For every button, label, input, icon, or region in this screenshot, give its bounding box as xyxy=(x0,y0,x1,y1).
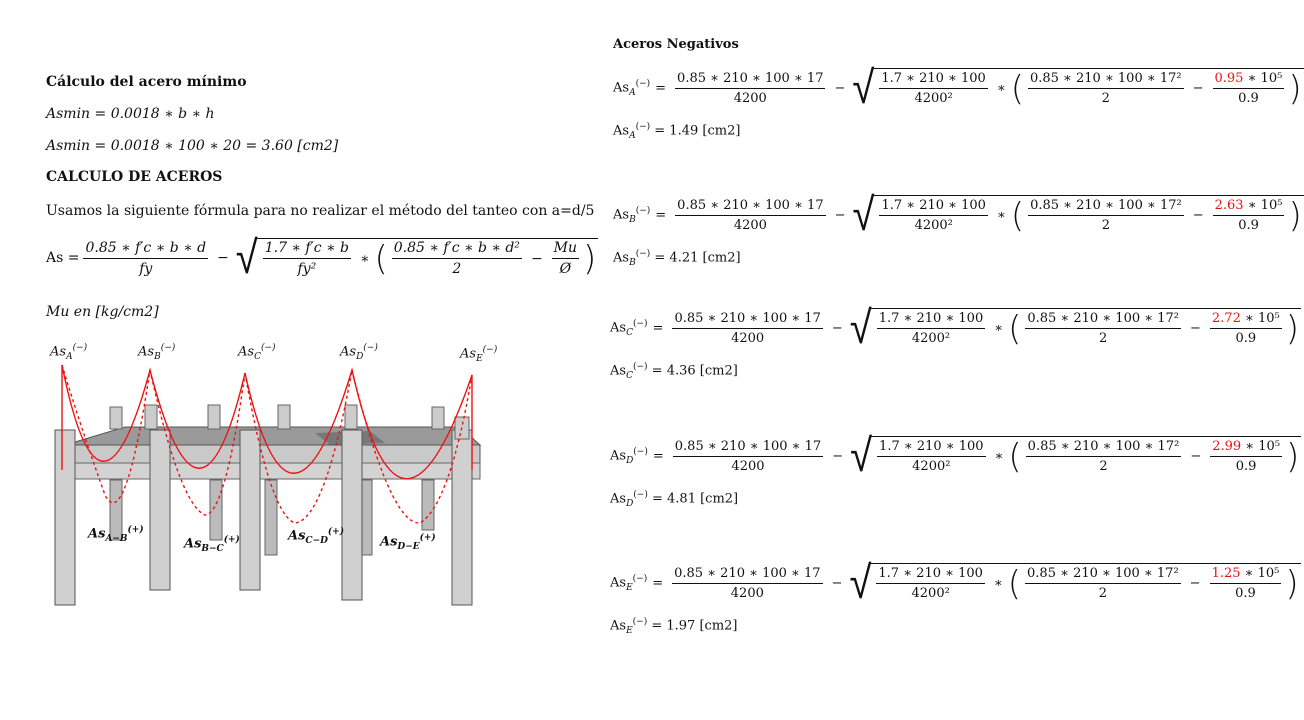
column-rear xyxy=(422,480,434,530)
as-symbol: $As_B^{(-)}$ xyxy=(613,205,651,225)
negative-steel-equation: $As_B^{(-)}$ = $\frac{0.85 ∗ 210 ∗ 100 ∗ 17}{4200}$ − √ $\frac{1.7 ∗ 210 ∗ 100}{\text{4200²}}$ ∗ ( $\frac{\text{0.85 ∗ 210 ∗ 100 ∗ 17²}}{2}$ − $\frac{\text{2.63 ∗ 10⁵}}{0.9}$ ) xyxy=(613,188,1302,242)
structure-illustration xyxy=(40,335,510,615)
result-value: = 1.49 [cm2] xyxy=(654,123,741,139)
frac1-den: 4200 xyxy=(733,90,767,106)
equation-asmin-formula: Asmin = 0.0018 ∗ b ∗ h xyxy=(46,106,215,122)
frac2-den: 4200² xyxy=(912,459,951,474)
column-stub xyxy=(345,405,357,429)
frac4-den: 0.9 xyxy=(1235,459,1257,474)
structure-figure xyxy=(40,335,510,615)
heading-minimum-steel: Cálculo del acero mínimo xyxy=(46,74,247,90)
label-as-ab-pos: $As_{A-B}^{(+)}$ xyxy=(88,525,144,544)
negative-steel-row-a xyxy=(613,61,1304,141)
negative-steel-result: $As_E^{(-)} = 1.97$ [cm2] xyxy=(610,617,738,636)
frac2-num: 1.7 ∗ 210 ∗ 100 xyxy=(877,439,986,457)
negative-steel-equation: $As_D^{(-)}$ = $\frac{0.85 ∗ 210 ∗ 100 ∗ 17}{4200}$ − √ $\frac{1.7 ∗ 210 ∗ 100}{\text{4200²}}$ ∗ ( $\frac{\text{0.85 ∗ 210 ∗ 100 ∗ 17²}}{2}$ − $\frac{\text{2.99 ∗ 10⁵}}{0.9}$ ) xyxy=(610,429,1300,483)
label-as-c-neg: $As_C^{(-)}$ xyxy=(238,343,276,362)
negative-steel-equation: $As_C^{(-)}$ = $\frac{0.85 ∗ 210 ∗ 100 ∗ 17}{4200}$ − √ $\frac{1.7 ∗ 210 ∗ 100}{\text{4200²}}$ ∗ ( $\frac{\text{0.85 ∗ 210 ∗ 100 ∗ 17²}}{2}$ − $\frac{\text{2.72 ∗ 10⁵}}{0.9}$ ) xyxy=(610,301,1299,355)
frac1-den: 4200 xyxy=(733,217,767,233)
frac1-num: 0.85 ∗ 210 ∗ 100 ∗ 17 xyxy=(675,198,825,216)
frac2-num: 1.7 ∗ 210 ∗ 100 xyxy=(876,566,985,584)
as-sub: D xyxy=(626,455,634,466)
column-b xyxy=(150,430,170,590)
negative-steel-result: $As_A^{(-)} = 1.49$ [cm2] xyxy=(613,122,741,141)
as-sub: E xyxy=(626,582,633,593)
column-rear xyxy=(210,480,222,540)
as-symbol: $As_A^{(-)}$ xyxy=(613,78,651,98)
as-symbol: $As_E^{(-)}$ xyxy=(610,573,648,593)
as-symbol: $As_D^{(-)}$ xyxy=(610,446,648,466)
column-stub xyxy=(110,407,122,429)
slab-front-edge xyxy=(65,445,480,463)
negative-steel-result: $As_C^{(-)} = 4.36$ [cm2] xyxy=(610,362,738,381)
frac3-den: 2 xyxy=(1099,331,1108,346)
frac4-num-tail: ∗ 10⁵ xyxy=(1240,566,1280,581)
as-sub: A xyxy=(629,130,636,141)
frac2-num: 1.7 ∗ 210 ∗ 100 xyxy=(879,198,988,216)
frac2-den: 4200² xyxy=(914,91,953,106)
negative-steel-row-d xyxy=(610,429,1301,509)
frac1-num: 0.85 ∗ 210 ∗ 100 ∗ 17 xyxy=(672,311,822,329)
as-sub: C xyxy=(626,370,633,381)
frac3-num: 0.85 ∗ 210 ∗ 100 ∗ 17² xyxy=(1026,439,1182,457)
frac2-num: 1.7 ∗ 210 ∗ 100 xyxy=(877,311,986,329)
frac1-num: 0.85 ∗ 210 ∗ 100 ∗ 17 xyxy=(675,71,825,89)
mu-value: 2.99 xyxy=(1212,439,1242,454)
formula-frac3-den: 2 xyxy=(452,261,462,277)
negative-steel-row-e xyxy=(610,556,1301,636)
label-as-de-pos: $As_{D-E}^{(+)}$ xyxy=(380,533,436,552)
column-d xyxy=(342,430,362,600)
formula-sqrt: √ $\frac{1.7 ∗ f'c ∗ b}{\text{fy²}}$ ∗ ( $\frac{\text{0.85 ∗ f′c ∗ b ∗ d²}}{2}$ − $\frac{Mu}{Ø}$ ) xyxy=(235,231,597,285)
frac3-den: 2 xyxy=(1101,91,1110,106)
label-as-b-neg: $As_B^{(-)}$ xyxy=(138,343,176,362)
mu-value: 2.63 xyxy=(1214,198,1244,213)
result-value: = 4.81 [cm2] xyxy=(652,491,739,507)
negative-steel-row-c xyxy=(610,301,1301,381)
equation-asmin-result: Asmin = 0.0018 ∗ 100 ∗ 20 = 3.60 [cm2] xyxy=(46,138,339,154)
frac4-den: 0.9 xyxy=(1235,586,1256,601)
frac3-num: 0.85 ∗ 210 ∗ 100 ∗ 17² xyxy=(1025,311,1181,329)
result-value: = 4.21 [cm2] xyxy=(654,250,741,266)
negative-steel-result: $As_B^{(-)} = 4.21$ [cm2] xyxy=(613,249,741,268)
mu-units-note: Mu en [kg/cm2] xyxy=(46,304,159,320)
result-value: = 4.36 [cm2] xyxy=(651,363,738,379)
frac3-num: 0.85 ∗ 210 ∗ 100 ∗ 17² xyxy=(1028,71,1184,89)
column-stub xyxy=(208,405,220,429)
column-stub xyxy=(432,407,444,429)
frac3-den: 2 xyxy=(1098,586,1107,601)
as-symbol: $As_C^{(-)}$ xyxy=(610,318,648,338)
column-stub xyxy=(278,405,290,429)
frac3-num: 0.85 ∗ 210 ∗ 100 ∗ 17² xyxy=(1025,566,1181,584)
front-beam xyxy=(70,463,480,479)
column-e xyxy=(452,430,472,605)
mu-value: 1.25 xyxy=(1211,566,1241,581)
as-sub: E xyxy=(626,625,633,636)
result-value: = 1.97 [cm2] xyxy=(651,618,738,634)
label-as-e-neg: $As_E^{(-)}$ xyxy=(460,345,498,364)
label-as-cd-pos: $As_{C-D}^{(+)}$ xyxy=(288,527,344,546)
label-as-a-neg: $As_A^{(-)}$ xyxy=(50,343,88,362)
formula-frac2-den: fy² xyxy=(297,261,317,277)
label-as-d-neg: $As_D^{(-)}$ xyxy=(340,343,378,362)
frac1-den: 4200 xyxy=(731,458,765,474)
frac3-den: 2 xyxy=(1099,459,1108,474)
negative-steel-equation: $As_A^{(-)}$ = $\frac{0.85 ∗ 210 ∗ 100 ∗ 17}{4200}$ − √ $\frac{1.7 ∗ 210 ∗ 100}{\text{4200²}}$ ∗ ( $\frac{\text{0.85 ∗ 210 ∗ 100 ∗ 17²}}{2}$ − $\frac{\text{0.95 ∗ 10⁵}}{0.9}$ ) xyxy=(613,61,1302,115)
formula-frac4-den: Ø xyxy=(559,261,572,277)
negative-steel-row-b xyxy=(613,188,1304,268)
frac4-den: 0.9 xyxy=(1238,91,1259,106)
frac2-den: 4200² xyxy=(911,586,950,601)
frac2-den: 4200² xyxy=(911,331,951,346)
formula-frac1-num: 0.85 ∗ f′c ∗ b ∗ d xyxy=(83,240,208,259)
intro-text: Usamos la siguiente fórmula para no realizar el método del tanteo con a=d/5 xyxy=(46,203,595,219)
column-rear xyxy=(265,480,277,555)
heading-steel-calculation: CALCULO DE ACEROS xyxy=(46,169,223,185)
frac1-den: 4200 xyxy=(730,585,764,601)
frac4-num-tail: ∗ 10⁵ xyxy=(1243,198,1283,213)
as-sub: A xyxy=(629,87,636,98)
label-as-bc-pos: $As_{B-C}^{(+)}$ xyxy=(184,535,240,554)
frac1-num: 0.85 ∗ 210 ∗ 100 ∗ 17 xyxy=(672,566,822,584)
formula-frac4-num: Mu xyxy=(552,240,579,259)
frac4-den: 0.9 xyxy=(1238,218,1259,233)
column-a xyxy=(55,430,75,605)
negative-steel-equation: $As_E^{(-)}$ = $\frac{0.85 ∗ 210 ∗ 100 ∗ 17}{4200}$ − √ $\frac{1.7 ∗ 210 ∗ 100}{\text{4200²}}$ ∗ ( $\frac{\text{0.85 ∗ 210 ∗ 100 ∗ 17²}}{2}$ − $\frac{\text{1.25 ∗ 10⁵}}{0.9}$ ) xyxy=(610,556,1299,610)
formula-frac1-den: fy xyxy=(139,260,153,277)
frac4-den: 0.9 xyxy=(1235,331,1257,346)
frac3-den: 2 xyxy=(1101,218,1111,233)
frac3-num: 0.85 ∗ 210 ∗ 100 ∗ 17² xyxy=(1028,198,1184,216)
frac1-num: 0.85 ∗ 210 ∗ 100 ∗ 17 xyxy=(673,439,823,457)
mu-value: 0.95 xyxy=(1214,71,1244,86)
as-sub: C xyxy=(626,327,633,338)
column-c xyxy=(240,430,260,590)
formula-lhs: As = xyxy=(46,250,80,266)
formula-frac3-num: 0.85 ∗ f′c ∗ b ∗ d² xyxy=(392,240,522,259)
as-sub: B xyxy=(629,257,636,268)
frac4-num-tail: ∗ 10⁵ xyxy=(1240,311,1280,326)
general-formula: As = $\frac{0.85 ∗ f'c ∗ b ∗ d}{fy}$ − √ $\frac{1.7 ∗ f'c ∗ b}{\text{fy²}}$ ∗ ( $\frac{\text{0.85 ∗ f′c ∗ b ∗ d²}}{2}$ − $\frac{Mu}{Ø}$ ) xyxy=(46,231,597,285)
as-sub: B xyxy=(629,214,636,225)
frac4-num-tail: ∗ 10⁵ xyxy=(1241,439,1281,454)
negative-steel-result: $As_D^{(-)} = 4.81$ [cm2] xyxy=(610,490,739,509)
mu-value: 2.72 xyxy=(1211,311,1241,326)
as-sub: D xyxy=(626,498,634,509)
frac4-num-tail: ∗ 10⁵ xyxy=(1243,71,1283,86)
frac1-den: 4200 xyxy=(731,330,765,346)
heading-negative-steel: Aceros Negativos xyxy=(613,37,739,52)
column-stub xyxy=(145,405,157,429)
frac2-num: 1.7 ∗ 210 ∗ 100 xyxy=(879,71,988,89)
formula-frac2-num: 1.7 ∗ f′c ∗ b xyxy=(263,240,351,259)
frac2-den: 4200² xyxy=(914,218,953,233)
